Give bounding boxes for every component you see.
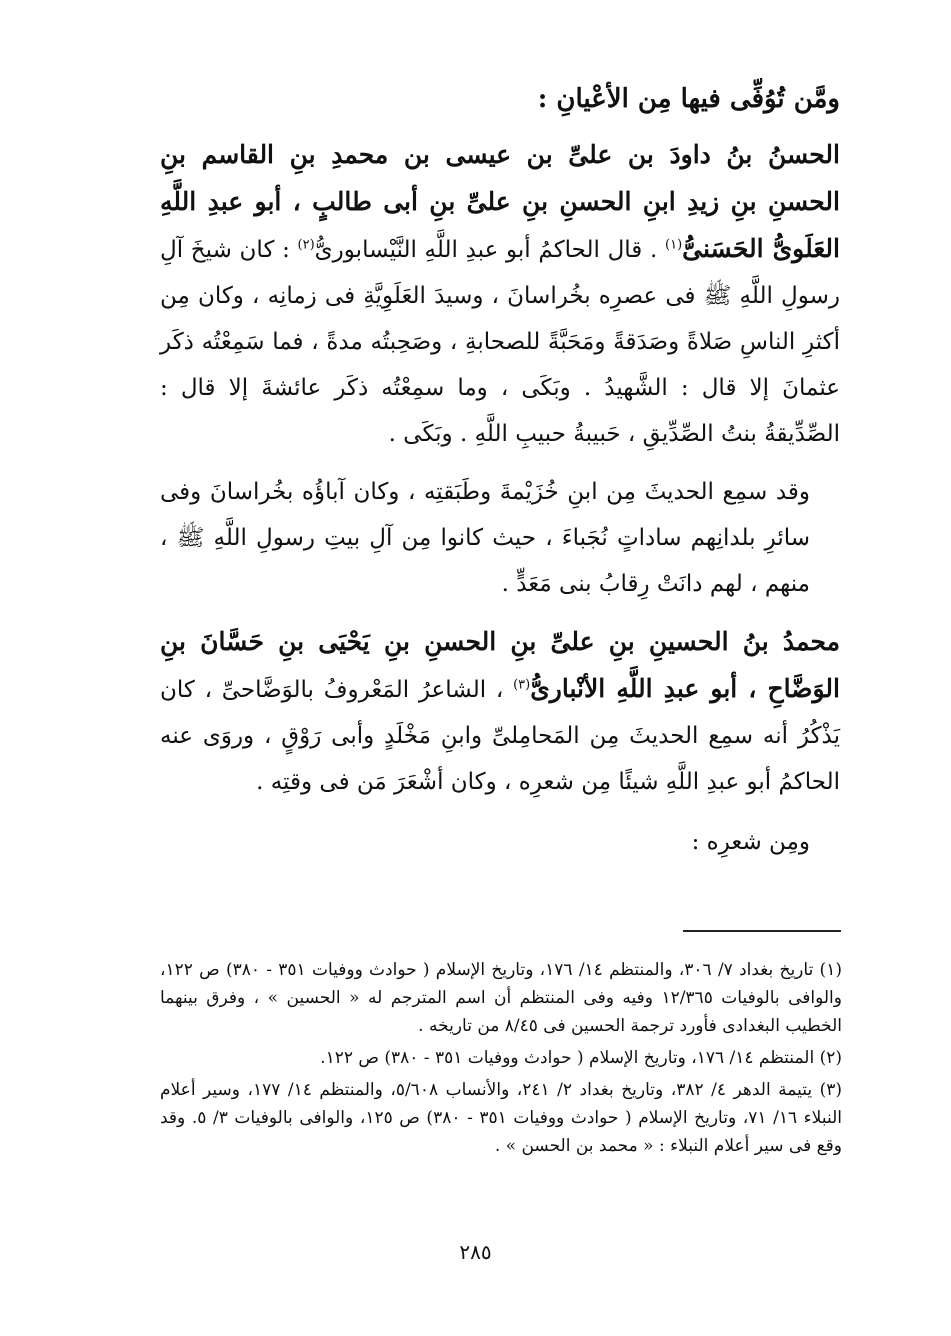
entry-1-name-footnote-ref[interactable]: (١): [665, 237, 683, 253]
entry-2-text-a: ، الشاعرُ المَعْروفُ بالوَضَّاحىِّ ، كان يَذْكُرُ أنه سمِع الحديثَ مِن المَحامِلىِّ وابنِ مَخْلَدٍ وأبى رَوْقٍ ، وروَى عنه الحاكمُ أبو عبدِ اللَّهِ شيئًا مِن شعرِه ، وكان أشْعَرَ مَن فى وقتِه .: [160, 677, 840, 795]
page-number: ٢٨٥: [459, 1240, 492, 1264]
footnote-separator: [683, 930, 841, 932]
entry-1-name: الحسنُ بنُ داودَ بن علىِّ بن عيسى بن محمدِ بنِ القاسم بنِ الحسنِ بنِ زيدِ ابنِ الحسنِ بنِ علىِّ بنِ أبى طالبٍ ، أبو عبدِ اللَّهِ العَلَوىُّ الحَسَنىُّ: [160, 140, 840, 263]
entry-2-name: محمدُ بنُ الحسينِ بنِ علىِّ بنِ الحسنِ بنِ يَحْيَى بنِ حَسَّانَ بنِ الوَضَّاحِ ، أبو عبدِ اللَّهِ الأنْبارىُّ: [160, 627, 840, 703]
entry-1-text-footnote-ref[interactable]: (٢): [297, 237, 315, 253]
entry-1-paragraph-2: وقد سمِع الحديثَ مِن ابنِ خُزَيْمةَ وطَبَقتِه ، وكان آباؤُه بخُراسانَ وفى سائرِ بلدانِهم ساداتٍ نُجَباءَ ، حيث كانوا مِن آلِ بيتِ رسولِ اللَّهِ ﷺ ، منهم ، لهم دانَتْ رِقابُ بنى مَعَدٍّ .: [160, 479, 810, 597]
entry-2-name-footnote-ref[interactable]: (٣): [513, 677, 531, 693]
entry-1-text-b: : كان شيخَ آلِ رسولِ اللَّهِ ﷺ فى عصرِه بخُراسانَ ، وسيدَ العَلَوِيَّةِ فى زمانِه ، وكان مِن أكثرِ الناسِ صَلاةً وصَدَقةً ومَحَبَّةً للصحابةِ ، وصَحِبتُه مدةً ، فما سَمِعْتُه ذكَر عثمانَ إلا قال : الشَّهيدُ . وبَكَى ، وما سمِعْتُه ذكَر عائشةَ إلا قال : الصِّدِّيقةُ بنتُ الصِّدِّيقِ ، حَبيبةُ حبيبِ اللَّهِ . وبَكَى .: [160, 237, 840, 447]
main-text: [160, 72, 840, 865]
footnote-1: (١) تاريخ بغداد ٧/ ٣٠٦، والمنتظم ١٤/ ١٧٦، وتاريخ الإسلام ( حوادث ووفيات ٣٥١ - ٣٨٠) ص ١٢٢، والوافى بالوفيات ١٢/٣٦٥ وفيه وفى المنتظم أن اسم المترجم له « الحسين » ، وفرق بينهما الخطيب البغدادى فأورد ترجمة الحسين فى ٨/٤٥ من تاريخه .: [160, 960, 842, 1036]
poem-intro: ومِن شعرِه :: [691, 829, 810, 855]
footnote-3: (٣) يتيمة الدهر ٤/ ٣٨٢، وتاريخ بغداد ٢/ ٢٤١، والأنساب ٥/٦٠٨، والمنتظم ١٤/ ١٧٧، وسير أعلام النبلاء ١٦/ ٧١، وتاريخ الإسلام ( حوادث ووفيات ٣٥١ - ٣٨٠) ص ١٢٥، والوافى بالوفيات ٣/ ٥. وقد وقع فى سير أعلام النبلاء : « محمد بن الحسن » .: [160, 1080, 842, 1156]
biography-entry-1: [160, 132, 840, 457]
section-heading: ومَّن تُوُفِّى فيها مِن الأعْيانِ :: [537, 84, 840, 114]
biography-entry-2: [160, 619, 840, 805]
footnote-2: (٢) المنتظم ١٤/ ١٧٦، وتاريخ الإسلام ( حوادث ووفيات ٣٥١ - ٣٨٠) ص ١٢٢.: [320, 1048, 842, 1068]
entry-1-text-a: . قال الحاكمُ أبو عبدِ اللَّهِ النَّيْسابورىُّ: [314, 237, 665, 263]
footnotes: [160, 956, 842, 1164]
